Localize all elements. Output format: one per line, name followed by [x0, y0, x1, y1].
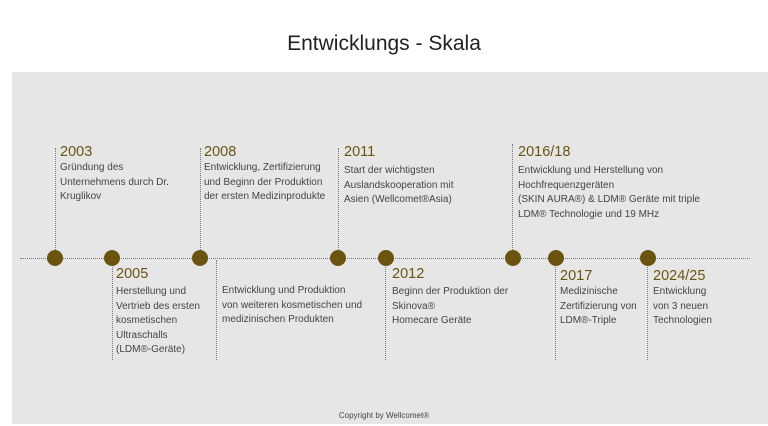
event-year: 2011	[344, 144, 376, 160]
connector-2003	[55, 148, 56, 252]
event-year: 2024/25	[653, 268, 706, 284]
event-2008-products	[222, 284, 362, 328]
connector-2008	[200, 148, 201, 252]
connector-2005	[112, 262, 113, 360]
event-2024-25	[653, 268, 712, 329]
timeline-panel	[12, 72, 768, 424]
milestone-dot-2012	[378, 250, 394, 266]
connector-2017	[555, 262, 556, 360]
event-year: 2005	[116, 266, 149, 282]
connector-2008-products	[216, 260, 217, 360]
event-year: 2016/18	[518, 144, 571, 160]
event-2017	[560, 268, 637, 329]
event-2003	[60, 144, 169, 205]
copyright: Copyright by Wellcomet®	[338, 411, 430, 420]
event-2008	[204, 144, 325, 205]
event-year: 2008	[204, 144, 237, 160]
event-text: Start der wichtigsten Auslandskooperation mit Asien (Wellcomet®Asia)	[344, 165, 454, 205]
event-text: Entwicklung und Produktion von weiteren kosmetischen und medizinischen Produkten	[222, 285, 363, 325]
milestone-dot-2003	[47, 250, 63, 266]
event-text: Entwicklung, Zertifizierung und Beginn der Produktion der ersten Medizinprodukte	[204, 162, 326, 202]
milestone-dot-2024	[640, 250, 656, 266]
event-text: Entwicklung und Herstellung von Hochfrequenzgeräten (SKIN AURA®) & LDM® Geräte mit triple LDM® Technologie und 19 MHz	[518, 165, 700, 220]
milestone-dot-2017	[548, 250, 564, 266]
event-2016-18	[518, 144, 700, 222]
milestone-dot-2005	[104, 250, 120, 266]
event-2012	[392, 266, 508, 329]
milestone-dot-2016	[505, 250, 521, 266]
event-text: Beginn der Produktion der Skinova® Homecare Geräte	[392, 286, 509, 326]
connector-2024	[647, 262, 648, 360]
event-2011	[344, 144, 454, 208]
connector-2016	[512, 144, 513, 252]
event-text: Herstellung und Vertrieb des ersten kosmetischen Ultraschalls (LDM®-Geräte)	[116, 286, 200, 355]
milestone-dot-2008	[192, 250, 208, 266]
connector-2011	[338, 148, 339, 252]
event-year: 2017	[560, 268, 593, 284]
event-2005	[116, 266, 200, 358]
event-text: Entwicklung von 3 neuen Technologien	[653, 286, 712, 326]
event-year: 2012	[392, 266, 425, 282]
event-text: Medizinische Zertifizierung von LDM®-Triple	[560, 286, 637, 326]
page-title: Entwicklungs - Skala	[287, 32, 481, 55]
event-text: Gründung des Unternehmens durch Dr. Kruglikov	[60, 162, 169, 202]
event-year: 2003	[60, 144, 93, 160]
connector-2012	[385, 262, 386, 360]
milestone-dot-2011	[330, 250, 346, 266]
